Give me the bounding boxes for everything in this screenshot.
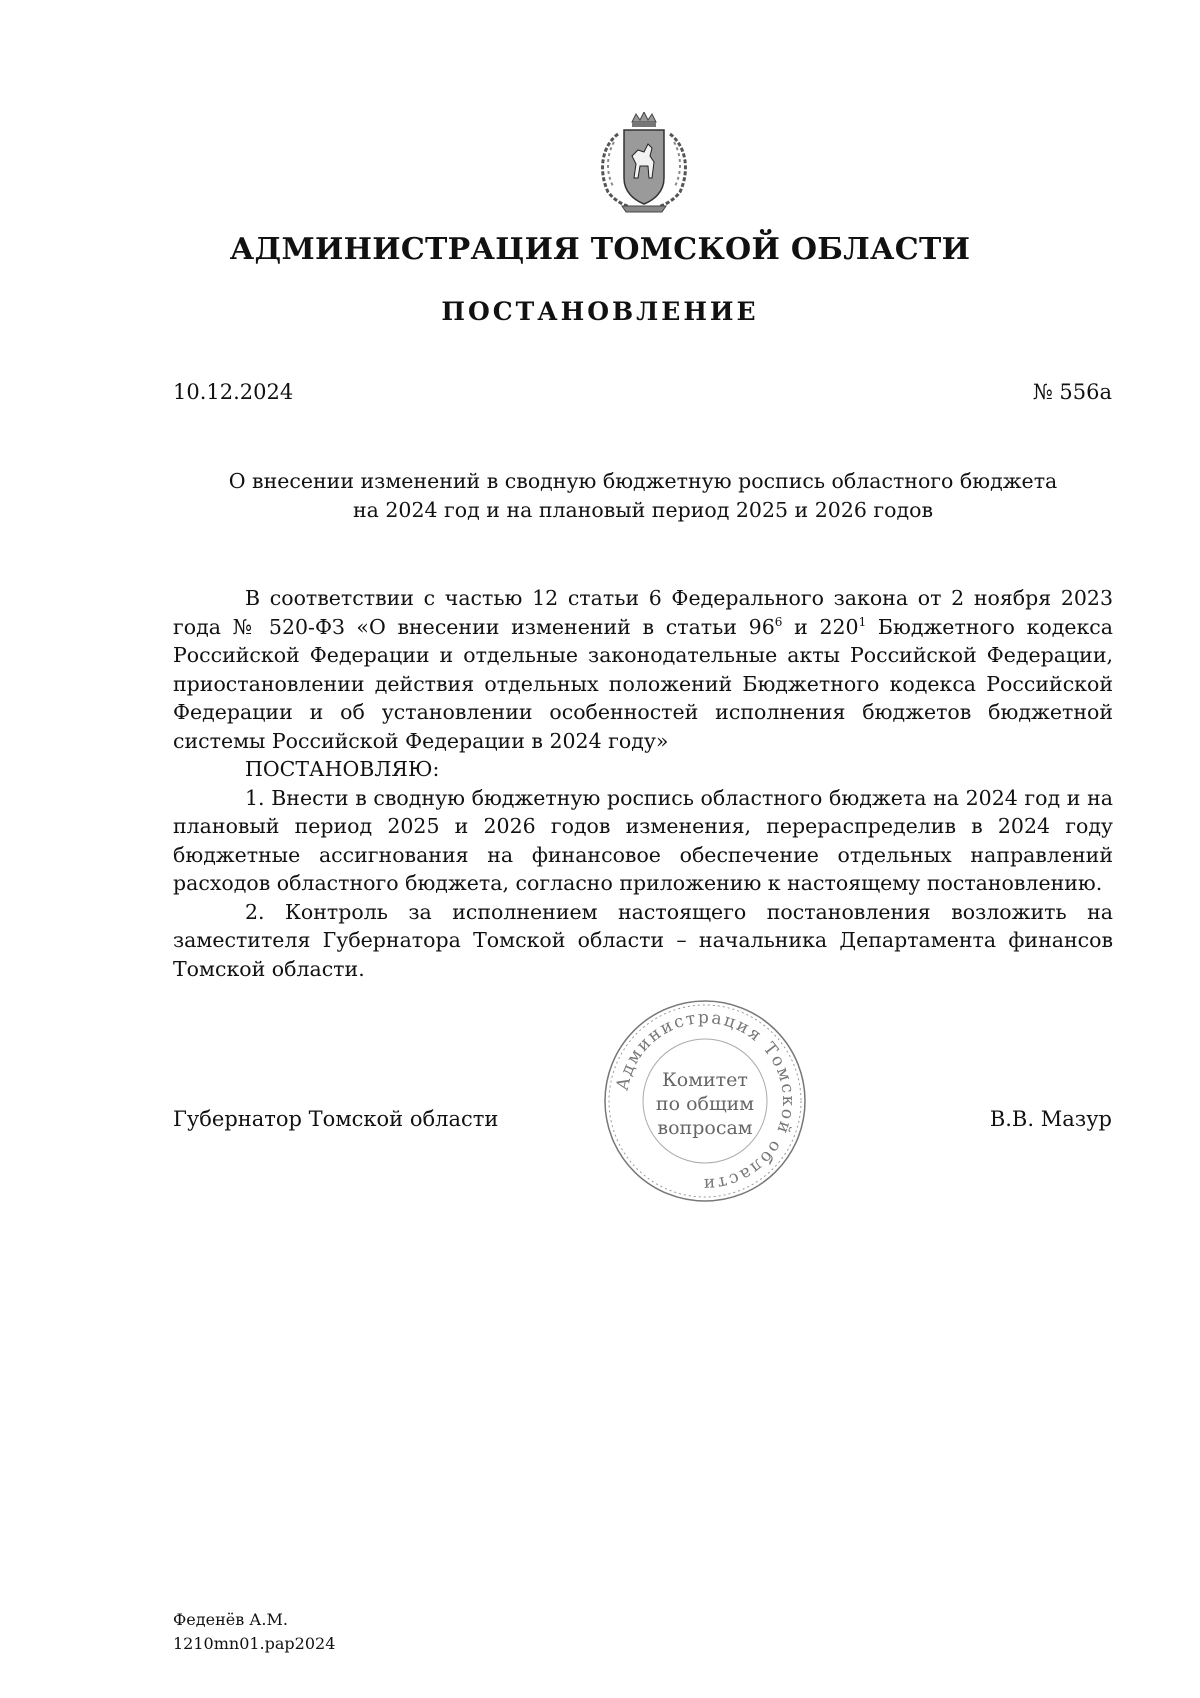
document-number: № 556а (1032, 380, 1112, 404)
document-type: ПОСТАНОВЛЕНИЕ (441, 297, 759, 326)
footer-executor-block (173, 1608, 335, 1656)
signer-title: Губернатор Томской области (173, 1107, 499, 1131)
subject-line-1: О внесении изменений в сводную бюджетную роспись областного бюджета (228, 469, 1058, 493)
seal-ring-text: Администрация Томской области (612, 1007, 799, 1195)
article-superscript-1: 6 (774, 614, 783, 629)
preamble-text-c: Бюджетного кодекса Российской Федерации и отдельные законодательные акты Российской Федерации, приостановлении действия отдельных положений Бюджетного кодекса Российской Федерации и об установлении особенностей исполнения бюджетов бюджетной системы Российской Федерации в 2024 году» (173, 614, 1113, 753)
executor-name: Феденёв А.М. (173, 1610, 288, 1629)
clause-2: 2. Контроль за исполнением настоящего постановления возложить на заместителя Губернатора Томской области – начальника Департамента финансов Томской области. (173, 899, 1113, 981)
file-code: 1210mn01.pap2024 (173, 1634, 336, 1653)
document-subject (173, 467, 1113, 525)
preamble-paragraph (173, 584, 1113, 755)
preamble-text-a: В соответствии с частью 12 статьи 6 Федерального закона от 2 ноября 2023 года № 520-ФЗ «О внесении изменений в статьи 96 (173, 586, 1113, 639)
coat-of-arms-emblem (588, 112, 700, 216)
article-superscript-2: 1 (858, 614, 867, 629)
seal-center-line-2: по общим (655, 1093, 755, 1115)
seal-center-line-3: вопросам (657, 1117, 753, 1139)
signer-name: В.В. Мазур (989, 1107, 1112, 1131)
clause-1: 1. Внести в сводную бюджетную роспись областного бюджета на 2024 год и на плановый период 2025 и 2026 годов изменения, перераспределив в 2024 году бюджетные ассигнования на финансовое обеспечение отдельных направлений расходов областного бюджета, согласно приложению к настоящему постановлению. (173, 785, 1113, 895)
preamble-text-b: и 220 (782, 614, 859, 639)
organization-title: АДМИНИСТРАЦИЯ ТОМСКОЙ ОБЛАСТИ (229, 232, 971, 267)
seal-center-line-1: Комитет (662, 1069, 748, 1091)
decree-word: ПОСТАНОВЛЯЮ: (245, 757, 440, 781)
document-date: 10.12.2024 (173, 380, 294, 404)
subject-line-2: на 2024 год и на плановый период 2025 и 2026 годов (352, 498, 934, 522)
official-seal (600, 996, 810, 1206)
document-body (173, 584, 1113, 983)
